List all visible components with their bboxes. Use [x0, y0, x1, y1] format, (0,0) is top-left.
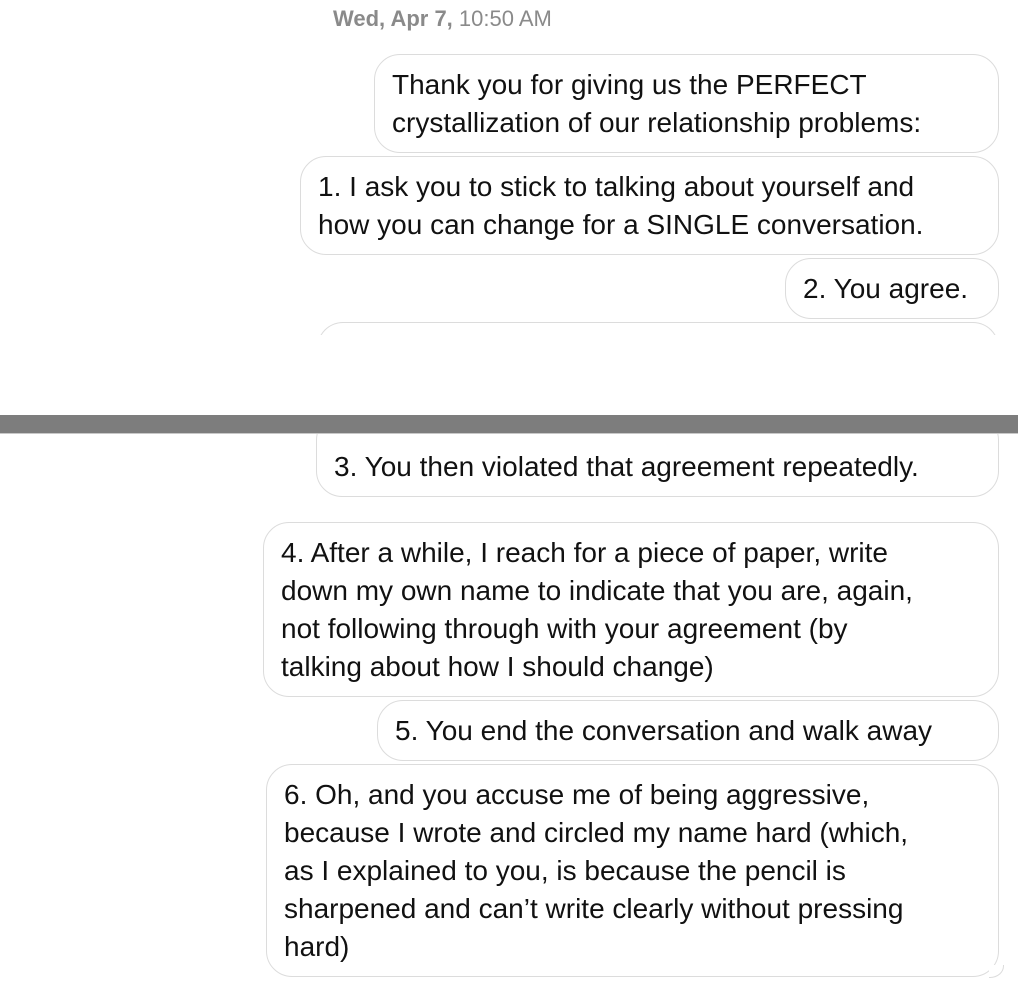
section-divider [0, 415, 1018, 434]
message-text: 1. I ask you to stick to talking about yourself and [318, 171, 915, 202]
timestamp-time: 10:50 AM [458, 6, 552, 31]
message-bubble-intro[interactable] [374, 54, 999, 153]
message-bubble-5[interactable] [377, 700, 999, 761]
message-text: 4. After a while, I reach for a piece of paper, write [281, 537, 888, 568]
message-text: how you can change for a SINGLE conversation. [318, 209, 924, 240]
message-text: sharpened and can’t write clearly without pressing [284, 893, 904, 924]
message-text: hard) [284, 931, 350, 962]
message-text: crystallization of our relationship problems: [392, 107, 922, 138]
message-text: down my own name to indicate that you are, again, [281, 575, 913, 606]
message-timestamp [333, 6, 552, 32]
message-text: not following through with your agreement (by [281, 613, 848, 644]
message-bubble-2[interactable] [785, 258, 999, 319]
message-bubble-1[interactable] [300, 156, 999, 255]
message-text: as I explained to you, is because the pencil is [284, 855, 846, 886]
message-text: 5. You end the conversation and walk away [395, 715, 933, 746]
message-text: because I wrote and circled my name hard (which, [284, 817, 909, 848]
message-bubble-6[interactable] [266, 764, 999, 977]
conversation-panel-bottom [0, 434, 1018, 986]
message-text: 3. You then violated that agreement repeatedly. [334, 451, 919, 482]
timestamp-day: Wed, Apr 7, [333, 6, 453, 31]
message-bubble-3[interactable] [316, 434, 999, 497]
message-bubble-4[interactable] [263, 522, 999, 697]
message-bubble-partial[interactable] [317, 322, 999, 335]
message-text: 6. Oh, and you accuse me of being aggressive, [284, 779, 870, 810]
conversation-panel-top [0, 0, 1018, 335]
message-text: Thank you for giving us the PERFECT [392, 69, 867, 100]
message-text: 2. You agree. [803, 273, 969, 304]
message-text: talking about how I should change) [281, 651, 714, 682]
